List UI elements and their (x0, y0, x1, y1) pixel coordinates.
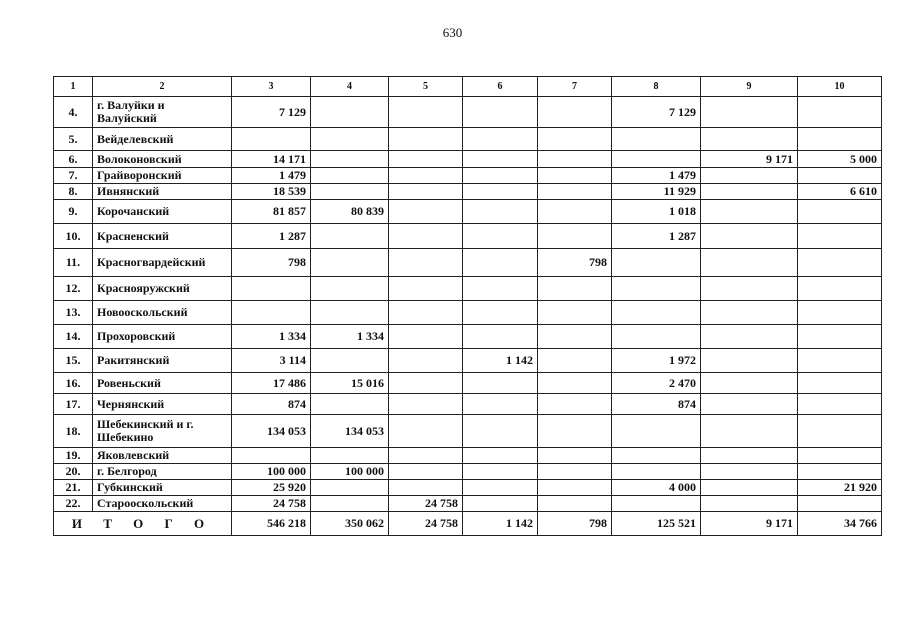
value-cell (311, 448, 389, 464)
value-cell: 24 758 (232, 496, 311, 512)
column-header: 3 (232, 77, 311, 97)
district-name: Чернянский (93, 394, 232, 415)
value-cell (538, 373, 612, 394)
value-cell (311, 249, 389, 277)
total-label: И Т О Г О (54, 512, 232, 536)
district-name: Вейделевский (93, 128, 232, 151)
value-cell (701, 464, 798, 480)
value-cell (463, 325, 538, 349)
value-cell (538, 448, 612, 464)
value-cell (311, 301, 389, 325)
row-number: 7. (54, 168, 93, 184)
table-row (54, 277, 882, 301)
district-name: Губкинский (93, 480, 232, 496)
district-name: Ракитянский (93, 349, 232, 373)
total-row (54, 512, 882, 536)
value-cell (798, 464, 882, 480)
value-cell (612, 325, 701, 349)
value-cell (389, 168, 463, 184)
value-cell: 874 (612, 394, 701, 415)
value-cell (389, 373, 463, 394)
district-name: Шебекинский и г. Шебекино (93, 415, 232, 448)
value-cell (798, 168, 882, 184)
value-cell (798, 301, 882, 325)
column-header: 7 (538, 77, 612, 97)
value-cell: 18 539 (232, 184, 311, 200)
district-name: Яковлевский (93, 448, 232, 464)
row-number: 21. (54, 480, 93, 496)
district-name: Ивнянский (93, 184, 232, 200)
value-cell (389, 448, 463, 464)
value-cell (701, 97, 798, 128)
value-cell (232, 128, 311, 151)
value-cell: 24 758 (389, 496, 463, 512)
table-row (54, 496, 882, 512)
value-cell (798, 394, 882, 415)
value-cell: 81 857 (232, 200, 311, 224)
value-cell (701, 496, 798, 512)
value-cell (798, 349, 882, 373)
district-name: Краснояружский (93, 277, 232, 301)
value-cell (463, 277, 538, 301)
value-cell (311, 97, 389, 128)
row-number: 15. (54, 349, 93, 373)
value-cell: 15 016 (311, 373, 389, 394)
value-cell (701, 224, 798, 249)
value-cell (701, 448, 798, 464)
value-cell: 134 053 (311, 415, 389, 448)
total-cell: 34 766 (798, 512, 882, 536)
value-cell: 11 929 (612, 184, 701, 200)
column-header: 4 (311, 77, 389, 97)
table-row (54, 480, 882, 496)
total-cell: 24 758 (389, 512, 463, 536)
row-number: 10. (54, 224, 93, 249)
value-cell (701, 277, 798, 301)
table-row (54, 151, 882, 168)
value-cell (232, 277, 311, 301)
value-cell (311, 128, 389, 151)
value-cell (798, 224, 882, 249)
total-cell: 125 521 (612, 512, 701, 536)
value-cell (389, 200, 463, 224)
value-cell (463, 200, 538, 224)
value-cell (798, 373, 882, 394)
column-header: 5 (389, 77, 463, 97)
value-cell (463, 415, 538, 448)
row-number: 19. (54, 448, 93, 464)
value-cell (311, 151, 389, 168)
value-cell (538, 394, 612, 415)
value-cell (463, 373, 538, 394)
value-cell: 21 920 (798, 480, 882, 496)
value-cell (538, 349, 612, 373)
value-cell (701, 200, 798, 224)
table-row (54, 464, 882, 480)
value-cell (538, 224, 612, 249)
table-row (54, 373, 882, 394)
value-cell (463, 448, 538, 464)
table-row (54, 415, 882, 448)
value-cell (311, 277, 389, 301)
value-cell (389, 128, 463, 151)
value-cell (701, 249, 798, 277)
table-row (54, 184, 882, 200)
value-cell (798, 128, 882, 151)
value-cell (311, 168, 389, 184)
value-cell (389, 249, 463, 277)
district-name: Грайворонский (93, 168, 232, 184)
value-cell (389, 151, 463, 168)
district-name: г. Валуйки и Валуйский (93, 97, 232, 128)
row-number: 16. (54, 373, 93, 394)
value-cell (798, 277, 882, 301)
value-cell (538, 277, 612, 301)
value-cell (798, 249, 882, 277)
value-cell (612, 415, 701, 448)
value-cell (389, 325, 463, 349)
value-cell (389, 301, 463, 325)
table-row (54, 224, 882, 249)
value-cell (389, 277, 463, 301)
value-cell (232, 301, 311, 325)
value-cell (538, 325, 612, 349)
column-header: 9 (701, 77, 798, 97)
value-cell: 100 000 (232, 464, 311, 480)
value-cell (798, 496, 882, 512)
value-cell: 7 129 (612, 97, 701, 128)
table-row (54, 97, 882, 128)
value-cell (612, 464, 701, 480)
value-cell (701, 480, 798, 496)
row-number: 6. (54, 151, 93, 168)
table-row (54, 325, 882, 349)
table-row (54, 128, 882, 151)
value-cell: 1 479 (612, 168, 701, 184)
district-name: Ровеньский (93, 373, 232, 394)
value-cell (538, 200, 612, 224)
value-cell: 798 (538, 249, 612, 277)
column-header: 1 (54, 77, 93, 97)
district-name: Волоконовский (93, 151, 232, 168)
value-cell: 5 000 (798, 151, 882, 168)
value-cell (389, 415, 463, 448)
value-cell: 3 114 (232, 349, 311, 373)
data-table (53, 76, 882, 536)
value-cell: 9 171 (701, 151, 798, 168)
value-cell (463, 464, 538, 480)
value-cell: 6 610 (798, 184, 882, 200)
value-cell (538, 480, 612, 496)
value-cell (311, 224, 389, 249)
value-cell (463, 224, 538, 249)
header-row (54, 77, 882, 97)
column-header: 10 (798, 77, 882, 97)
value-cell (311, 394, 389, 415)
value-cell (389, 394, 463, 415)
column-header: 2 (93, 77, 232, 97)
value-cell (538, 168, 612, 184)
row-number: 12. (54, 277, 93, 301)
value-cell (798, 97, 882, 128)
value-cell (463, 496, 538, 512)
page-number: 630 (442, 25, 463, 40)
value-cell: 7 129 (232, 97, 311, 128)
value-cell (232, 448, 311, 464)
value-cell (538, 128, 612, 151)
value-cell (701, 128, 798, 151)
total-cell: 1 142 (463, 512, 538, 536)
value-cell: 1 142 (463, 349, 538, 373)
value-cell (612, 301, 701, 325)
value-cell (463, 480, 538, 496)
value-cell (538, 301, 612, 325)
table-row (54, 249, 882, 277)
value-cell (538, 496, 612, 512)
value-cell: 1 287 (612, 224, 701, 249)
value-cell (311, 184, 389, 200)
value-cell (311, 480, 389, 496)
table-row (54, 394, 882, 415)
value-cell: 100 000 (311, 464, 389, 480)
value-cell (389, 464, 463, 480)
value-cell (463, 394, 538, 415)
value-cell (463, 249, 538, 277)
row-number: 17. (54, 394, 93, 415)
value-cell (701, 168, 798, 184)
table-row (54, 200, 882, 224)
row-number: 4. (54, 97, 93, 128)
value-cell (701, 373, 798, 394)
total-cell: 798 (538, 512, 612, 536)
value-cell: 1 334 (311, 325, 389, 349)
value-cell (389, 184, 463, 200)
row-number: 11. (54, 249, 93, 277)
column-header: 6 (463, 77, 538, 97)
value-cell (463, 184, 538, 200)
district-name: Красненский (93, 224, 232, 249)
value-cell (463, 97, 538, 128)
row-number: 14. (54, 325, 93, 349)
value-cell: 17 486 (232, 373, 311, 394)
value-cell (389, 97, 463, 128)
value-cell (389, 349, 463, 373)
value-cell: 4 000 (612, 480, 701, 496)
value-cell: 1 972 (612, 349, 701, 373)
value-cell: 1 287 (232, 224, 311, 249)
district-name: Прохоровский (93, 325, 232, 349)
district-name: г. Белгород (93, 464, 232, 480)
row-number: 18. (54, 415, 93, 448)
value-cell (389, 224, 463, 249)
value-cell (798, 200, 882, 224)
value-cell (701, 415, 798, 448)
value-cell: 134 053 (232, 415, 311, 448)
value-cell (612, 448, 701, 464)
value-cell: 1 479 (232, 168, 311, 184)
value-cell (701, 301, 798, 325)
row-number: 9. (54, 200, 93, 224)
value-cell (701, 325, 798, 349)
value-cell (463, 168, 538, 184)
value-cell (311, 496, 389, 512)
value-cell: 80 839 (311, 200, 389, 224)
value-cell (612, 249, 701, 277)
value-cell: 874 (232, 394, 311, 415)
value-cell (701, 184, 798, 200)
district-name: Красногвардейский (93, 249, 232, 277)
total-cell: 9 171 (701, 512, 798, 536)
value-cell: 2 470 (612, 373, 701, 394)
value-cell (538, 464, 612, 480)
value-cell (538, 184, 612, 200)
value-cell (612, 128, 701, 151)
value-cell (798, 325, 882, 349)
value-cell (389, 480, 463, 496)
row-number: 5. (54, 128, 93, 151)
row-number: 20. (54, 464, 93, 480)
value-cell (463, 128, 538, 151)
district-name: Новооскольский (93, 301, 232, 325)
value-cell (612, 151, 701, 168)
value-cell (538, 151, 612, 168)
row-number: 8. (54, 184, 93, 200)
value-cell (612, 277, 701, 301)
value-cell (701, 349, 798, 373)
column-header: 8 (612, 77, 701, 97)
value-cell: 14 171 (232, 151, 311, 168)
value-cell: 25 920 (232, 480, 311, 496)
table-row (54, 349, 882, 373)
value-cell (311, 349, 389, 373)
table-row (54, 301, 882, 325)
value-cell (463, 301, 538, 325)
value-cell (612, 496, 701, 512)
value-cell (798, 448, 882, 464)
row-number: 22. (54, 496, 93, 512)
district-name: Корочанский (93, 200, 232, 224)
table-row (54, 168, 882, 184)
row-number: 13. (54, 301, 93, 325)
value-cell (463, 151, 538, 168)
value-cell: 798 (232, 249, 311, 277)
value-cell: 1 018 (612, 200, 701, 224)
total-cell: 350 062 (311, 512, 389, 536)
table-row (54, 448, 882, 464)
district-name: Старооскольский (93, 496, 232, 512)
value-cell (538, 97, 612, 128)
value-cell (798, 415, 882, 448)
value-cell (538, 415, 612, 448)
total-cell: 546 218 (232, 512, 311, 536)
value-cell (701, 394, 798, 415)
value-cell: 1 334 (232, 325, 311, 349)
